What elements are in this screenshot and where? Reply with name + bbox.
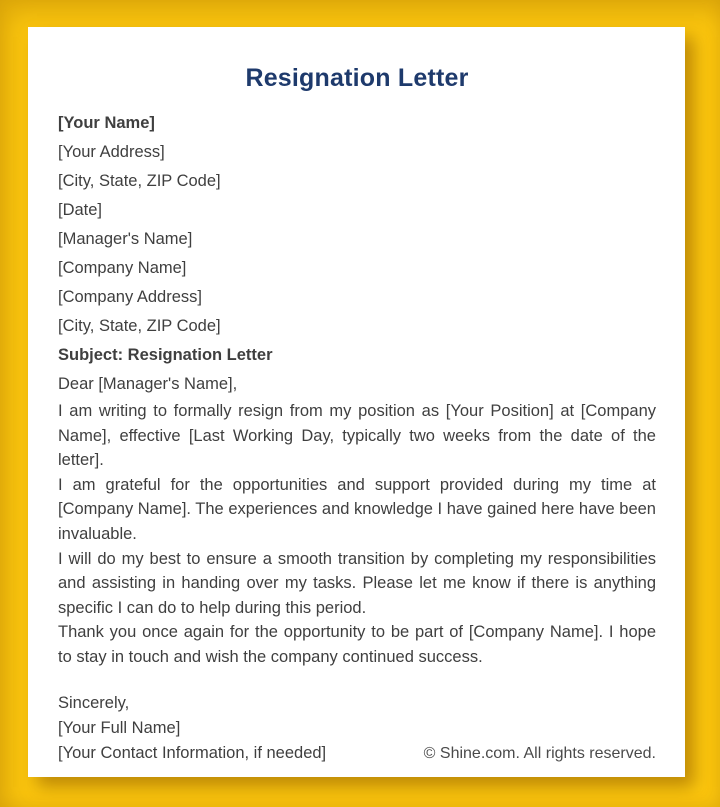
closing-contact-line: [Your Contact Information, if needed]	[58, 743, 327, 762]
closing-sincerely-line: Sincerely,	[58, 693, 130, 712]
manager-name-line: [Manager's Name]	[58, 230, 193, 248]
copyright-notice: © Shine.com. All rights reserved.	[423, 744, 656, 762]
subject-line: Subject: Resignation Letter	[58, 346, 273, 364]
letter-body	[58, 399, 656, 670]
paragraph-transition: I will do my best to ensure a smooth transition by completing my responsibilities and assisting in handing over my tasks. Please let me know if there is anything specific I can do to help during this period.	[58, 549, 656, 617]
paragraph-resignation: I am writing to formally resign from my position as [Your Position] at [Company Name], effective [Last Working Day, typically two weeks from the date of the letter].	[58, 402, 656, 470]
salutation-line: Dear [Manager's Name],	[58, 375, 238, 393]
paragraph-gratitude: I am grateful for the opportunities and support provided during my time at [Company Name]. The experiences and knowledge I have gained here have been invaluable.	[58, 475, 656, 543]
paragraph-thanks: Thank you once again for the opportunity to be part of [Company Name]. I hope to stay in touch and wish the company continued success.	[58, 623, 656, 666]
company-city-line: [City, State, ZIP Code]	[58, 317, 221, 335]
sender-city-line: [City, State, ZIP Code]	[58, 172, 221, 190]
sender-address-line: [Your Address]	[58, 143, 165, 161]
date-line: [Date]	[58, 201, 103, 219]
closing-contact-row	[58, 741, 656, 766]
page-title: Resignation Letter	[245, 64, 469, 92]
letter-document	[28, 27, 685, 777]
company-name-line: [Company Name]	[58, 259, 187, 277]
closing-block	[58, 691, 656, 766]
company-address-line: [Company Address]	[58, 288, 202, 306]
sender-name-line: [Your Name]	[58, 114, 155, 132]
letter-heading-block	[58, 109, 656, 341]
closing-fullname-line: [Your Full Name]	[58, 718, 181, 737]
